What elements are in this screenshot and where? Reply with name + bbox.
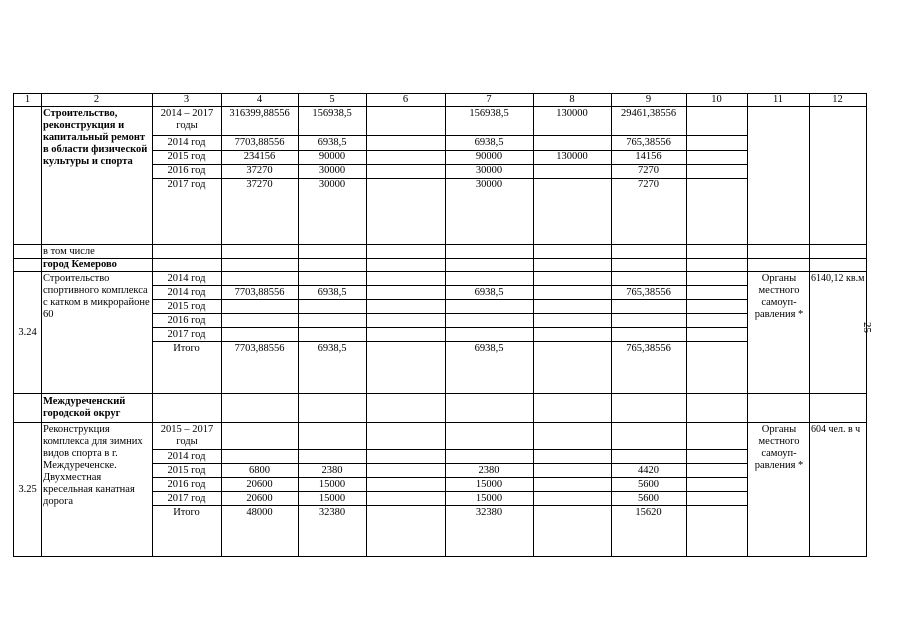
row-border [152, 477, 747, 478]
value-cell: 7703,88556 [234, 287, 285, 298]
row-border [152, 299, 747, 300]
value-cell: 7270 [638, 179, 659, 190]
row-border [152, 327, 747, 328]
year-cell: 2014 год [167, 137, 206, 148]
value-cell: 15000 [318, 479, 346, 490]
value-cell: 90000 [318, 151, 346, 162]
header-cell: 5 [329, 94, 335, 105]
page-number: 25 [861, 322, 873, 333]
value-cell: 5600 [638, 479, 659, 490]
row-border [152, 135, 747, 136]
value-cell: 30000 [475, 179, 503, 190]
value-cell: 765,38556 [626, 287, 671, 298]
value-cell: 37270 [246, 179, 273, 190]
header-cell: 10 [711, 94, 722, 105]
total-value: 6938,5 [474, 343, 504, 354]
header-cell: 12 [832, 94, 843, 105]
header-cell: 8 [569, 94, 575, 105]
total-value: 765,38556 [626, 343, 671, 354]
item-name: Реконструкция комплекса для зимних видов спорта в г. Междуреченске. Двухместная кресельная канатная дорога [43, 424, 143, 507]
item-number: 3.25 [18, 484, 37, 495]
total-value: 15620 [635, 507, 662, 518]
value-cell: 2380 [321, 465, 343, 476]
value-cell: 90000 [475, 151, 503, 162]
year-cell: 2015 год [167, 465, 206, 476]
year-cell: 2016 год [167, 165, 206, 176]
value-cell: 37270 [246, 165, 273, 176]
total-value: 48000 [246, 507, 273, 518]
value-cell: 4420 [638, 465, 659, 476]
section-title: Строительство, реконструкция и капитальный ремонт в области физической культуры и спорта [43, 108, 148, 167]
row-border [14, 271, 866, 272]
value-cell: 156938,5 [469, 108, 509, 119]
value-cell: 29461,38556 [620, 108, 677, 119]
year-cell: 2014 – 2017 годы [160, 108, 214, 131]
value-cell: 20600 [246, 493, 273, 504]
year-cell: 2015 год [167, 151, 206, 162]
including-label: в том числе [43, 246, 95, 257]
row-border [14, 258, 866, 259]
value-cell: 14156 [635, 151, 662, 162]
city-title: город Кемерово [43, 259, 117, 270]
year-cell: 2016 год [167, 315, 206, 326]
row-border [14, 106, 866, 107]
row-border [152, 313, 747, 314]
capacity-value: 6140,12 кв.м [811, 273, 865, 284]
value-cell: 6938,5 [317, 287, 347, 298]
col-border [809, 94, 810, 556]
header-cell: 7 [486, 94, 492, 105]
row-border [152, 463, 747, 464]
row-border [14, 393, 866, 394]
responsible-org: Органы местного самоуп-равления * [754, 273, 804, 320]
total-label: Итого [173, 507, 200, 518]
item-name: Строительство спортивного комплекса с катком в микрорайоне 60 [43, 273, 150, 320]
row-border [14, 244, 866, 245]
value-cell: 30000 [318, 179, 346, 190]
row-border [152, 449, 747, 450]
value-cell: 234156 [243, 151, 276, 162]
row-border [152, 491, 747, 492]
row-border [152, 505, 747, 506]
value-cell: 20600 [246, 479, 273, 490]
year-cell: 2016 год [167, 479, 206, 490]
header-cell: 9 [645, 94, 652, 105]
value-cell: 15000 [318, 493, 346, 504]
header-cell: 3 [183, 94, 190, 105]
col-border [747, 94, 748, 556]
value-cell: 316399,88556 [229, 108, 290, 119]
value-cell: 6938,5 [317, 137, 347, 148]
value-cell: 6938,5 [474, 137, 504, 148]
header-cell: 2 [93, 94, 100, 105]
row-border [14, 422, 866, 423]
value-cell: 2380 [478, 465, 500, 476]
row-border [152, 341, 747, 342]
value-cell: 130000 [556, 151, 588, 162]
year-cell: 2017 год [167, 493, 206, 504]
total-value: 7703,88556 [234, 343, 285, 354]
header-cell: 11 [772, 94, 784, 105]
header-cell: 1 [24, 94, 31, 105]
responsible-org: Органы местного самоуп-равления * [754, 424, 804, 471]
capacity-value: 604 чел. в ч [811, 424, 861, 435]
header-cell: 6 [402, 94, 409, 105]
year-cell: 2015 – 2017 годы [160, 424, 214, 447]
year-cell: 2017 год [167, 329, 206, 340]
year-cell: 2015 год [167, 301, 206, 312]
budget-table [13, 93, 867, 557]
row-border [152, 285, 747, 286]
value-cell: 7270 [638, 165, 659, 176]
header-cell: 4 [256, 94, 263, 105]
value-cell: 156938,5 [312, 108, 352, 119]
value-cell: 130000 [556, 108, 588, 119]
total-label: Итого [173, 343, 200, 354]
value-cell: 15000 [475, 479, 503, 490]
total-value: 32380 [318, 507, 346, 518]
total-value: 32380 [475, 507, 503, 518]
value-cell: 6938,5 [474, 287, 504, 298]
year-cell: 2017 год [167, 179, 206, 190]
total-value: 6938,5 [317, 343, 347, 354]
value-cell: 15000 [475, 493, 503, 504]
value-cell: 7703,88556 [234, 137, 285, 148]
year-cell: 2014 год [167, 273, 206, 284]
value-cell: 30000 [318, 165, 346, 176]
year-cell: 2014 год [167, 451, 206, 462]
value-cell: 6800 [249, 465, 270, 476]
col-border [41, 94, 42, 556]
city-title: Междуреченский городской округ [43, 396, 126, 419]
value-cell: 5600 [638, 493, 659, 504]
item-number: 3.24 [18, 327, 37, 338]
year-cell: 2014 год [167, 287, 206, 298]
value-cell: 30000 [475, 165, 503, 176]
value-cell: 765,38556 [626, 137, 671, 148]
